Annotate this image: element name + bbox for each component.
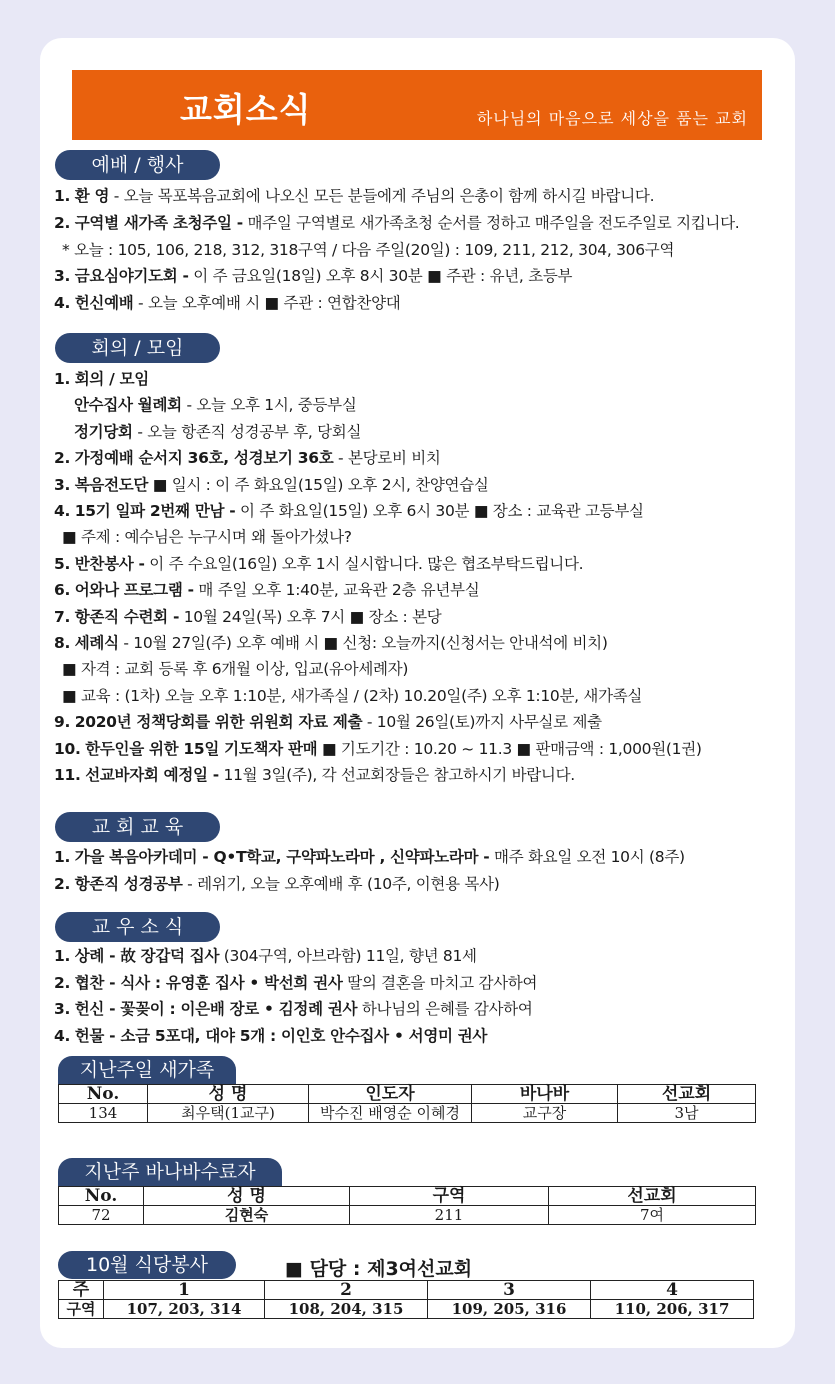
list-item [74,395,357,415]
item-number: 7. [54,607,71,626]
table-cell: 107, 203, 314 [104,1300,265,1319]
item-text: 11월 3일(주), 각 선교회장들은 참고하시기 바랍니다. [218,766,575,784]
col-header: 선교회 [618,1085,756,1104]
col-header: 선교회 [549,1187,756,1206]
item-text: - 오늘 오후예배 시 ■ 주관 : 연합찬양대 [133,294,401,313]
list-item [54,946,477,966]
section-worship-label: 예배 / 행사 [55,150,220,180]
item-text: 매 주일 오후 1:40분, 교육관 2층 유년부실 [193,581,480,600]
list-item [54,633,608,653]
item-number: 2. [54,449,71,468]
table-cell: 3남 [618,1104,756,1123]
item-heading: 협찬 - 식사 : 유영훈 집사 • 박선희 권사 [74,973,343,992]
newcomers-table [58,1084,756,1123]
item-number: 5. [54,554,71,573]
item-heading: 항존직 성경공부 [74,874,183,893]
page-title: 교회소식 [180,90,312,129]
list-item [54,847,685,867]
page-subtitle: 하나님의 마음으로 세상을 품는 교회 [476,109,748,128]
item-heading: 복음전도단 [74,475,149,494]
barnabas-table [58,1186,756,1225]
item-heading: 세례식 [74,634,119,652]
list-item [54,266,572,286]
table-cell: 7여 [549,1206,756,1225]
list-item [54,501,644,521]
item-text: - 오늘 항존직 성경공부 후, 당회실 [132,422,362,441]
item-number: 4. [54,502,71,520]
item-heading: 구역별 새가족 초청주일 - [74,213,243,232]
item-number: 11. [54,766,81,784]
col-header: 구역 [350,1187,549,1206]
item-text: * 오늘 : 105, 106, 218, 312, 318구역 / 다음 주일(20일) : 109, 211, 212, 304, 306구역 [62,240,675,259]
barnabas-label: 지난주 바나바수료자 [58,1158,282,1186]
list-item [74,422,361,442]
col-header: 3 [428,1281,591,1300]
section-members-label: 교 우 소 식 [55,912,220,942]
item-number: 2. [54,973,71,992]
item-number: 10. [54,739,81,758]
col-header: 4 [591,1281,754,1300]
item-text: - 본당로비 비치 [333,449,441,468]
newcomers-label: 지난주일 새가족 [58,1056,236,1084]
item-text: 이 주 수요일(16일) 오후 1시 실시합니다. 많은 협조부탁드립니다. [144,554,584,573]
item-text: - 오늘 목포복음교회에 나오신 모든 분들에게 주님의 은총이 함께 하시길 바랍니다. [109,187,655,205]
list-item [54,448,441,468]
list-item [54,186,654,206]
table-header-row [59,1281,754,1300]
col-header: 인도자 [309,1085,472,1104]
item-text: ■ 기도기간 : 10.20 ~ 11.3 ■ 판매금액 : 1,000원(1권) [317,739,702,758]
item-text: - 오늘 오후 1시, 중등부실 [181,396,357,415]
item-heading: 회의 / 모임 [74,370,149,388]
item-number: 1. [54,370,71,388]
item-text: ■ 일시 : 이 주 화요일(15일) 오후 2시, 찬양연습실 [148,475,489,494]
cafeteria-label: 10월 식당봉사 [58,1251,236,1279]
table-cell: 김현숙 [144,1206,350,1225]
item-heading: 헌신예배 [74,294,134,313]
table-cell: 109, 205, 316 [428,1300,591,1319]
item-number: 2. [54,874,71,893]
item-number: 1. [54,848,71,866]
list-item [54,874,499,894]
table-header-row [59,1085,756,1104]
col-header: 바나바 [472,1085,618,1104]
item-number: 4. [54,294,71,313]
item-number: 1. [54,187,71,205]
item-heading: 헌신 - 꽃꽂이 : 이은배 장로 • 김정례 권사 [74,1000,358,1019]
list-item [54,369,149,389]
table-row [59,1104,756,1123]
item-text: 매주일 구역별로 새가족초청 순서를 정하고 매주일을 전도주일로 지킵니다. [242,213,740,232]
item-text: - 레위기, 오늘 오후예배 후 (10주, 이현용 목사) [182,874,500,893]
table-cell: 구역 [59,1300,104,1319]
table-cell: 211 [350,1206,549,1225]
col-header: 성 명 [148,1085,309,1104]
col-header: No. [59,1187,144,1206]
item-heading: 항존직 수련회 - [74,607,180,626]
item-heading: 선교바자회 예정일 - [85,766,219,784]
list-item [54,580,479,600]
item-text: ■ 주제 : 예수님은 누구시며 왜 돌아가셨나? [62,528,352,547]
item-text: ■ 교육 : (1차) 오늘 오후 1:10분, 새가족실 / (2차) 10.20일(주) 오후 1:10분, 새가족실 [62,686,643,705]
item-number: 1. [54,947,71,965]
list-item [62,686,642,706]
item-text: 딸의 결혼을 마치고 감사하여 [342,973,538,992]
table-header-row [59,1187,756,1206]
table-row [59,1206,756,1225]
item-heading: 가정예배 순서지 36호, 성경보기 36호 [74,449,334,468]
list-item [62,659,408,679]
header-banner [72,70,762,140]
item-heading: 상례 - 故 장갑덕 집사 [74,947,220,965]
item-heading: 반찬봉사 - [74,554,145,573]
item-number: 3. [54,267,71,286]
item-heading: 헌물 - 소금 5포대, 대야 5개 : 이인호 안수집사 • 서영미 권사 [74,1026,488,1045]
list-item [54,973,537,993]
item-heading: 15기 일파 2번째 만남 - [74,502,236,520]
list-item [54,1026,487,1046]
item-heading: 가을 복음아카데미 - Q•T학교, 구약파노라마 , 신약파노라마 - [74,848,490,866]
item-heading: 정기당회 [74,422,133,441]
item-number: 6. [54,581,71,600]
section-education-label: 교 회 교 육 [55,812,220,842]
table-cell: 박수진 배영순 이혜경 [309,1104,472,1123]
col-header: 1 [104,1281,265,1300]
col-header: 성 명 [144,1187,350,1206]
item-text: 이 주 금요일(18일) 오후 8시 30분 ■ 주관 : 유년, 초등부 [188,267,573,286]
item-heading: 안수집사 월례회 [74,396,182,415]
table-row [59,1300,754,1319]
item-heading: 2020년 정책당회를 위한 위원회 자료 제출 [74,713,363,732]
list-item [54,293,400,313]
list-item [62,240,674,260]
col-header: No. [59,1085,148,1104]
table-cell: 110, 206, 317 [591,1300,754,1319]
cafeteria-table [58,1280,754,1319]
item-heading: 한두인을 위한 15일 기도책자 판매 [85,739,318,758]
item-text: 하나님의 은혜를 감사하여 [357,1000,533,1019]
item-heading: 어와나 프로그램 - [74,581,194,600]
item-number: 9. [54,713,71,732]
cafeteria-duty: ■ 담당 : 제3여선교회 [285,1258,473,1280]
list-item [54,213,739,233]
item-heading: 금요심야기도회 - [74,267,189,286]
item-heading: 환 영 [74,187,110,205]
item-text: ■ 자격 : 교회 등록 후 6개월 이상, 입교(유아세례자) [62,660,409,679]
item-text: 이 주 화요일(15일) 오후 6시 30분 ■ 장소 : 교육관 고등부실 [235,502,644,520]
table-cell: 교구장 [472,1104,618,1123]
item-number: 4. [54,1026,71,1045]
table-cell: 72 [59,1206,144,1225]
col-header: 주 [59,1281,104,1300]
item-number: 8. [54,634,71,652]
section-meeting-label: 회의 / 모임 [55,333,220,363]
list-item [54,739,702,759]
list-item [54,554,583,574]
list-item [54,475,489,495]
item-text: 매주 화요일 오전 10시 (8주) [489,848,685,866]
item-text: 10월 24일(목) 오후 7시 ■ 장소 : 본당 [179,607,442,626]
item-number: 3. [54,1000,71,1019]
list-item [62,527,352,547]
item-text: - 10월 27일(주) 오후 예배 시 ■ 신청: 오늘까지(신청서는 안내석에 비치) [118,634,608,652]
item-number: 2. [54,213,71,232]
table-cell: 134 [59,1104,148,1123]
item-number: 3. [54,475,71,494]
table-cell: 최우택(1교구) [148,1104,309,1123]
list-item [54,999,533,1019]
col-header: 2 [265,1281,428,1300]
item-text: - 10월 26일(토)까지 사무실로 제출 [362,713,602,732]
list-item [54,765,575,785]
table-cell: 108, 204, 315 [265,1300,428,1319]
item-text: (304구역, 아브라함) 11일, 향년 81세 [219,947,477,965]
list-item [54,712,602,732]
list-item [54,607,441,627]
